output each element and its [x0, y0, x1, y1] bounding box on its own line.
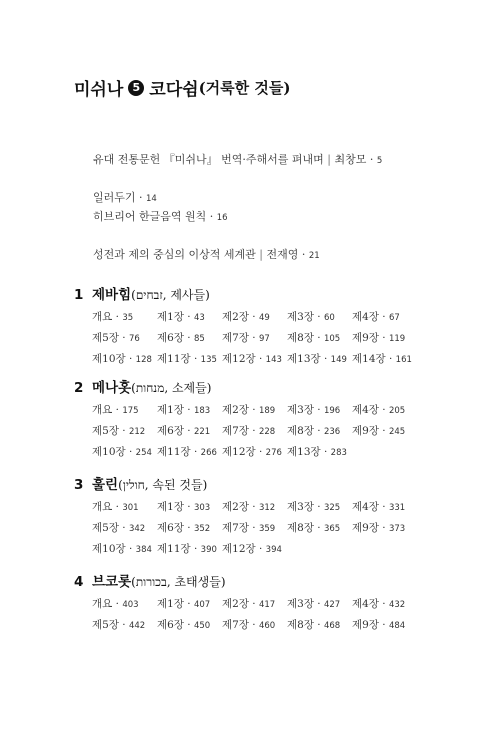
- book-title: [74, 75, 290, 100]
- chapter-label: 제3장: [287, 311, 314, 323]
- section-title: 제바힘: [92, 287, 132, 303]
- chapter-page: 427: [323, 600, 341, 610]
- chapter-page: 266: [200, 448, 217, 458]
- chapter-label: 제11장: [157, 353, 191, 365]
- chapter-entry[interactable]: 제7장 · 228: [222, 425, 276, 437]
- chapter-page: 342: [128, 524, 146, 534]
- section-bekhorot: [74, 570, 434, 632]
- chapter-label: 제3장: [287, 501, 314, 513]
- chapter-grid: [92, 598, 434, 632]
- chapter-page: 49: [258, 313, 270, 323]
- chapter-label: 제9장: [352, 425, 379, 437]
- chapter-entry[interactable]: 제2장 · 49: [222, 311, 270, 323]
- chapter-page: 365: [323, 524, 341, 534]
- chapter-page: 183: [193, 406, 211, 416]
- chapter-page: 212: [128, 427, 146, 437]
- chapter-page: 205: [388, 406, 406, 416]
- chapter-entry[interactable]: 제7장 · 97: [222, 332, 270, 344]
- section-desc: 속된 것들: [152, 478, 203, 492]
- section-chullin: [74, 473, 434, 556]
- chapter-page: 143: [265, 355, 282, 365]
- chapter-label: 제6장: [157, 522, 184, 534]
- chapter-entry[interactable]: 제11장 · 266: [157, 446, 217, 458]
- chapter-page: 67: [388, 313, 400, 323]
- chapter-entry[interactable]: 개요 · 403: [92, 598, 139, 610]
- section-title: 메나홋: [92, 380, 132, 396]
- section-number: 3: [74, 477, 84, 493]
- chapter-page: 359: [258, 524, 276, 534]
- chapter-page: 276: [265, 448, 282, 458]
- chapter-label: 제2장: [222, 404, 249, 416]
- chapter-entry[interactable]: 개요 · 301: [92, 501, 139, 513]
- chapter-page: 407: [193, 600, 211, 610]
- chapter-page: 161: [395, 355, 412, 365]
- toc-entry-notes[interactable]: 일러두기 · 14: [93, 191, 157, 204]
- chapter-entry[interactable]: 제7장 · 359: [222, 522, 276, 534]
- chapter-label: 제7장: [222, 522, 249, 534]
- chapter-page: 390: [200, 545, 217, 555]
- chapter-page: 105: [323, 334, 341, 344]
- chapter-entry[interactable]: 개요 · 175: [92, 404, 139, 416]
- chapter-entry[interactable]: 제11장 · 135: [157, 353, 217, 365]
- chapter-label: 제1장: [157, 404, 184, 416]
- chapter-entry[interactable]: 제3장 · 427: [287, 598, 341, 610]
- chapter-label: 제8장: [287, 619, 314, 631]
- section-zevachim: [74, 283, 434, 366]
- chapter-label: 제6장: [157, 332, 184, 344]
- chapter-label: 제9장: [352, 332, 379, 344]
- separator: |: [259, 248, 263, 261]
- chapter-page: 189: [258, 406, 276, 416]
- chapter-entry[interactable]: 제12장 · 143: [222, 353, 282, 365]
- chapter-page: 85: [193, 334, 205, 344]
- chapter-label: 개요: [92, 501, 113, 513]
- entry-page: 5: [376, 156, 383, 166]
- chapter-label: 제4장: [352, 311, 379, 323]
- section-number: 1: [74, 287, 84, 303]
- chapter-page: 135: [200, 355, 217, 365]
- chapter-label: 제1장: [157, 311, 184, 323]
- chapter-label: 제7장: [222, 425, 249, 437]
- chapter-label: 제13장: [287, 353, 321, 365]
- entry-page: 14: [146, 194, 157, 204]
- section-hebrew: חולין: [122, 478, 145, 492]
- chapter-page: 384: [135, 545, 152, 555]
- chapter-grid: [92, 311, 434, 366]
- chapter-entry[interactable]: 제3장 · 325: [287, 501, 341, 513]
- toc-entry-transliteration[interactable]: 히브리어 한글음역 원칙 · 16: [93, 210, 228, 223]
- entry-page: 21: [308, 251, 320, 261]
- chapter-entry[interactable]: 제6장 · 85: [157, 332, 205, 344]
- entry-text: 히브리어 한글음역 원칙: [93, 210, 207, 223]
- title-main: 미쉬나: [74, 80, 124, 100]
- chapter-entry[interactable]: 제6장 · 221: [157, 425, 211, 437]
- chapter-label: 제9장: [352, 522, 379, 534]
- chapter-page: 196: [323, 406, 341, 416]
- chapter-label: 제11장: [157, 446, 191, 458]
- chapter-label: 제12장: [222, 353, 256, 365]
- chapter-grid: [92, 501, 434, 556]
- chapter-entry[interactable]: 제8장 · 365: [287, 522, 341, 534]
- chapter-label: 제10장: [92, 446, 126, 458]
- section-heading[interactable]: 1 제바힘 (זבחים, 제사들): [74, 283, 434, 305]
- chapter-label: 개요: [92, 598, 113, 610]
- chapter-page: 43: [193, 313, 205, 323]
- chapter-entry[interactable]: 제9장 · 119: [352, 332, 406, 344]
- chapter-entry[interactable]: 제1장 · 43: [157, 311, 205, 323]
- chapter-label: 제2장: [222, 501, 249, 513]
- chapter-entry[interactable]: 제5장 · 76: [92, 332, 140, 344]
- chapter-page: 303: [193, 503, 211, 513]
- chapter-label: 제1장: [157, 501, 184, 513]
- chapter-label: 제8장: [287, 425, 314, 437]
- chapter-page: 119: [388, 334, 406, 344]
- chapter-label: 제10장: [92, 353, 126, 365]
- toc-entry-preface[interactable]: 유대 전통문헌 『미쉬나』 번역·주해서를 펴내며 | 최창모 · 5: [93, 153, 383, 166]
- chapter-page: 442: [128, 621, 146, 631]
- chapter-page: 35: [122, 313, 134, 323]
- section-heading[interactable]: 3 훌린 (חולין, 속된 것들): [74, 473, 434, 495]
- section-number: 2: [74, 380, 84, 396]
- chapter-entry[interactable]: 제4장 · 67: [352, 311, 400, 323]
- section-desc: 제사들: [170, 288, 206, 302]
- chapter-label: 제7장: [222, 619, 249, 631]
- chapter-entry[interactable]: 제12장 · 276: [222, 446, 282, 458]
- title-subtitle: (거룩한 것들): [198, 79, 291, 97]
- chapter-entry[interactable]: 제3장 · 196: [287, 404, 341, 416]
- chapter-page: 60: [323, 313, 335, 323]
- chapter-entry[interactable]: 제9장 · 484: [352, 619, 406, 631]
- chapter-label: 제1장: [157, 598, 184, 610]
- chapter-entry[interactable]: 제8장 · 468: [287, 619, 341, 631]
- chapter-entry[interactable]: 제6장 · 450: [157, 619, 211, 631]
- chapter-page: 450: [193, 621, 211, 631]
- chapter-entry[interactable]: 제14장 · 161: [352, 353, 412, 365]
- chapter-page: 352: [193, 524, 211, 534]
- chapter-label: 제13장: [287, 446, 321, 458]
- entry-text: 일러두기: [93, 191, 136, 204]
- chapter-entry[interactable]: 제10장 · 128: [92, 353, 152, 365]
- chapter-entry[interactable]: 제6장 · 352: [157, 522, 211, 534]
- chapter-entry[interactable]: 제5장 · 442: [92, 619, 146, 631]
- chapter-entry[interactable]: 제8장 · 105: [287, 332, 341, 344]
- chapter-page: 149: [330, 355, 347, 365]
- title-name: 코다쉼: [149, 80, 199, 100]
- chapter-label: 제7장: [222, 332, 249, 344]
- chapter-page: 403: [122, 600, 139, 610]
- chapter-label: 제2장: [222, 598, 249, 610]
- chapter-entry[interactable]: 개요 · 35: [92, 311, 134, 323]
- section-hebrew: מנחות: [135, 381, 165, 395]
- chapter-label: 제12장: [222, 446, 256, 458]
- separator: |: [327, 153, 331, 166]
- chapter-entry[interactable]: 제8장 · 236: [287, 425, 341, 437]
- chapter-label: 제8장: [287, 522, 314, 534]
- chapter-label: 제5장: [92, 522, 119, 534]
- chapter-entry[interactable]: 제1장 · 407: [157, 598, 211, 610]
- chapter-entry[interactable]: 제7장 · 460: [222, 619, 276, 631]
- chapter-page: 175: [122, 406, 139, 416]
- chapter-label: 제5장: [92, 332, 119, 344]
- chapter-label: 제5장: [92, 425, 119, 437]
- chapter-page: 373: [388, 524, 406, 534]
- chapter-label: 제5장: [92, 619, 119, 631]
- chapter-label: 제4장: [352, 501, 379, 513]
- entry-author: 전재영: [266, 248, 299, 261]
- chapter-entry[interactable]: 제2장 · 417: [222, 598, 276, 610]
- chapter-page: 432: [388, 600, 406, 610]
- section-heading[interactable]: 2 메나홋 (מנחות, 소제들): [74, 376, 434, 398]
- chapter-entry[interactable]: 제4장 · 331: [352, 501, 406, 513]
- chapter-page: 245: [388, 427, 406, 437]
- chapter-page: 460: [258, 621, 276, 631]
- chapter-entry[interactable]: 제12장 · 394: [222, 543, 282, 555]
- chapter-grid: [92, 404, 434, 459]
- section-hebrew: זבחים: [135, 288, 163, 302]
- chapter-entry[interactable]: 제2장 · 189: [222, 404, 276, 416]
- chapter-label: 개요: [92, 311, 113, 323]
- chapter-page: 312: [258, 503, 276, 513]
- entry-text: 성전과 제의 중심의 이상적 세계관: [93, 248, 256, 261]
- chapter-page: 128: [135, 355, 152, 365]
- chapter-label: 개요: [92, 404, 113, 416]
- entry-text: 유대 전통문헌 『미쉬나』 번역·주해서를 펴내며: [93, 153, 324, 166]
- chapter-label: 제4장: [352, 598, 379, 610]
- chapter-label: 제14장: [352, 353, 386, 365]
- chapter-label: 제9장: [352, 619, 379, 631]
- volume-number-badge: 5: [128, 80, 144, 96]
- chapter-label: 제8장: [287, 332, 314, 344]
- chapter-page: 228: [258, 427, 276, 437]
- chapter-label: 제2장: [222, 311, 249, 323]
- chapter-entry[interactable]: 제4장 · 432: [352, 598, 406, 610]
- chapter-page: 236: [323, 427, 341, 437]
- chapter-page: 484: [388, 621, 406, 631]
- chapter-label: 제10장: [92, 543, 126, 555]
- chapter-page: 394: [265, 545, 282, 555]
- chapter-entry[interactable]: 제1장 · 303: [157, 501, 211, 513]
- chapter-page: 254: [135, 448, 152, 458]
- chapter-page: 325: [323, 503, 341, 513]
- chapter-entry[interactable]: 제4장 · 205: [352, 404, 406, 416]
- section-menachot: [74, 376, 434, 459]
- chapter-label: 제4장: [352, 404, 379, 416]
- chapter-entry[interactable]: 제3장 · 60: [287, 311, 335, 323]
- chapter-page: 301: [122, 503, 139, 513]
- chapter-entry[interactable]: 제13장 · 149: [287, 353, 347, 365]
- chapter-page: 97: [258, 334, 270, 344]
- chapter-page: 221: [193, 427, 211, 437]
- chapter-entry[interactable]: 제5장 · 342: [92, 522, 146, 534]
- chapter-label: 제6장: [157, 425, 184, 437]
- chapter-entry[interactable]: 제5장 · 212: [92, 425, 146, 437]
- chapter-label: 제12장: [222, 543, 256, 555]
- entry-page: 16: [216, 213, 228, 223]
- chapter-entry[interactable]: 제2장 · 312: [222, 501, 276, 513]
- chapter-entry[interactable]: 제1장 · 183: [157, 404, 211, 416]
- chapter-label: 제6장: [157, 619, 184, 631]
- entry-author: 최창모: [334, 153, 367, 166]
- section-number: 4: [74, 574, 84, 590]
- chapter-entry[interactable]: 제11장 · 390: [157, 543, 217, 555]
- chapter-label: 제3장: [287, 404, 314, 416]
- section-title: 훌린: [92, 477, 119, 493]
- chapter-page: 331: [388, 503, 406, 513]
- chapter-page: 468: [323, 621, 341, 631]
- chapter-entry[interactable]: 제9장 · 373: [352, 522, 406, 534]
- chapter-entry[interactable]: 제10장 · 384: [92, 543, 152, 555]
- section-title: 브코롯: [92, 574, 132, 590]
- chapter-entry[interactable]: 제10장 · 254: [92, 446, 152, 458]
- chapter-page: 76: [128, 334, 140, 344]
- chapter-page: 283: [330, 448, 347, 458]
- section-desc: 소제들: [171, 381, 207, 395]
- section-hebrew: בכורות: [135, 575, 167, 589]
- chapter-page: 417: [258, 600, 276, 610]
- section-desc: 초태생들: [174, 575, 221, 589]
- chapter-label: 제11장: [157, 543, 191, 555]
- chapter-label: 제3장: [287, 598, 314, 610]
- chapter-entry[interactable]: 제9장 · 245: [352, 425, 406, 437]
- section-heading[interactable]: 4 브코롯 (בכורות, 초태생들): [74, 570, 434, 592]
- toc-entry-introduction[interactable]: 성전과 제의 중심의 이상적 세계관 | 전재영 · 21: [93, 248, 320, 261]
- chapter-entry[interactable]: 제13장 · 283: [287, 446, 347, 458]
